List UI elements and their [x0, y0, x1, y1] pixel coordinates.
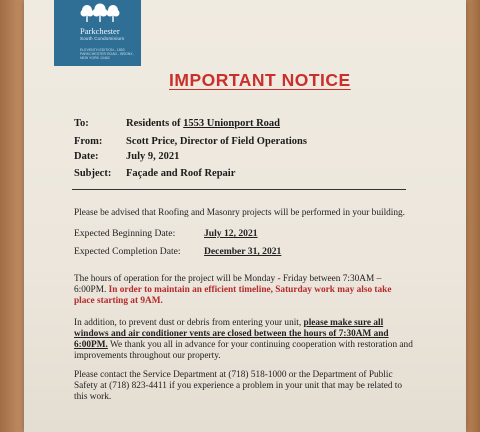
date-label: Date: — [74, 151, 99, 162]
trees-icon — [80, 2, 120, 24]
notice-title: IMPORTANT NOTICE — [169, 70, 351, 90]
logo-address: ELEVENTH EDITION - 1553 PARKCHESTER ROAD - BRONX, NEW YORK 10462 — [80, 48, 134, 60]
wall-left — [0, 0, 26, 432]
subject-value: Façade and Roof Repair — [126, 168, 236, 179]
start-date-value: July 12, 2021 — [204, 228, 258, 239]
subject-label: Subject: — [74, 168, 112, 179]
parkchester-logo — [54, 0, 141, 66]
from-label: From: — [74, 136, 103, 147]
hours-text: The hours of operation for the project will be Monday - Friday between 7:30AM – 6:00PM. — [74, 274, 382, 295]
header-divider — [72, 189, 406, 190]
start-date-label: Expected Beginning Date: — [74, 228, 176, 239]
hours-paragraph — [74, 274, 414, 307]
to-prefix: Residents of — [126, 118, 181, 129]
to-label: To: — [74, 118, 89, 129]
dust-paragraph — [74, 318, 414, 362]
end-date-value: December 31, 2021 — [204, 246, 282, 257]
wall-right — [464, 0, 480, 432]
intro-paragraph: Please be advised that Roofing and Masonry projects will be performed in your building. — [74, 208, 406, 218]
dust-text-before: In addition, to prevent dust or debris from entering your unit, — [74, 318, 302, 328]
saturday-note: In order to maintain an efficient timeline, Saturday work may also take place starting at 9AM. — [74, 285, 392, 306]
dust-text-after: We thank you all in advance for your continuing cooperation with restoration and improvements throughout our property. — [74, 340, 413, 361]
to-value — [126, 118, 280, 129]
to-address: 1553 Unionport Road — [183, 118, 281, 129]
logo-name: Parkchester — [80, 26, 120, 36]
from-value: Scott Price, Director of Field Operations — [126, 136, 307, 147]
end-date-label: Expected Completion Date: — [74, 246, 181, 257]
logo-subtitle: South Condominium — [80, 36, 125, 41]
date-value: July 9, 2021 — [126, 151, 180, 162]
dust-emphasis: please make sure all windows and air conditioner vents are closed between the hours of 7:30AM and 6:00PM. — [74, 318, 389, 350]
contact-paragraph: Please contact the Service Department at (718) 518-1000 or the Department of Public Safety at (718) 823-4411 if you experience a problem in your unit that may be related to this work. — [74, 370, 403, 402]
